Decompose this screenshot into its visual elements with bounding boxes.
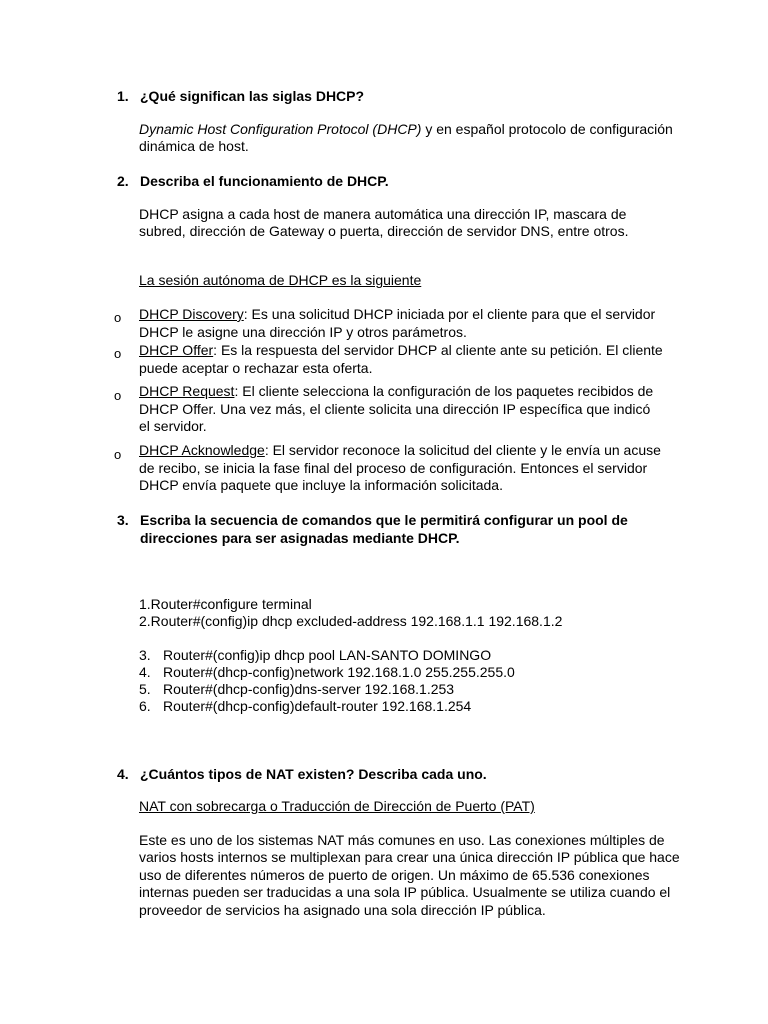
command-line-2: 2.Router#(config)ip dhcp excluded-address 192.168.1.1 192.168.1.2 <box>139 613 563 629</box>
question-3-title: Escriba la secuencia de comandos que le permitirá configurar un pool de direcciones para ser asignadas mediante DHCP. <box>140 512 628 546</box>
nat-subheading: NAT con sobrecarga o Traducción de Dirección de Puerto (PAT) <box>139 798 535 814</box>
question-4-title: ¿Cuántos tipos de NAT existen? Describa cada uno. <box>140 766 487 782</box>
list-item-dhcp-request <box>139 383 659 436</box>
question-1-title: ¿Qué significan las siglas DHCP? <box>140 88 365 104</box>
term-dhcp-request: DHCP Request <box>139 383 235 399</box>
question-2-title: Describa el funcionamiento de DHCP. <box>140 173 389 189</box>
command-line-5 <box>139 681 454 698</box>
session-heading: La sesión autónoma de DHCP es la siguiente <box>139 272 422 288</box>
command-number: 3. <box>139 647 151 663</box>
bullet-marker: o <box>114 346 122 361</box>
command-text: Router#(dhcp-config)default-router 192.168.1.254 <box>163 698 472 714</box>
term-dhcp-acknowledge: DHCP Acknowledge <box>139 442 265 458</box>
desc-dhcp-request: : El cliente selecciona la configuración de los paquetes recibidos de DHCP Offer. Una vez más, el cliente solicita una dirección IP específica que indicó el servidor. <box>139 383 654 435</box>
bullet-marker: o <box>114 388 122 403</box>
command-text: Router#(dhcp-config)network 192.168.1.0 255.255.255.0 <box>163 664 515 680</box>
term-dhcp-offer: DHCP Offer <box>139 342 214 358</box>
question-1-number: 1. <box>117 88 129 104</box>
dhcp-full-name: Dynamic Host Configuration Protocol (DHCP) <box>139 121 422 137</box>
bullet-marker: o <box>114 310 122 325</box>
command-line-3 <box>139 647 491 664</box>
command-number: 4. <box>139 664 151 680</box>
question-1-answer-rest: y en español protocolo de configuración dinámica de host. <box>139 121 673 155</box>
question-4-paragraph: Este es uno de los sistemas NAT más comunes en uso. Las conexiones múltiples de varios hosts internos se multiplexan para crear una única dirección IP pública que hace uso de diferentes números de puerto de origen. Un máximo de 65.536 conexiones internas pueden ser traducidas a una sola IP pública. Usualmente se utiliza cuando el proveedor de servicios ha asignado una sola dirección IP pública. <box>139 832 680 918</box>
desc-dhcp-offer: : Es la respuesta del servidor DHCP al cliente ante su petición. El cliente puede aceptar o rechazar esta oferta. <box>139 342 663 376</box>
term-dhcp-discovery: DHCP Discovery <box>139 306 244 322</box>
command-text: Router#(dhcp-config)dns-server 192.168.1.253 <box>163 681 455 697</box>
command-number: 5. <box>139 681 151 697</box>
desc-dhcp-acknowledge: : El servidor reconoce la solicitud del cliente y le envía un acuse de recibo, se inicia la fase final del proceso de configuración. Entonces el servidor DHCP envía paquete que incluye la información solicitada. <box>139 442 661 494</box>
command-line-1: 1.Router#configure terminal <box>139 596 312 612</box>
list-item-dhcp-acknowledge <box>139 442 679 495</box>
question-2-paragraph: DHCP asigna a cada host de manera automática una dirección IP, mascara de subred, dirección de Gateway o puerta, dirección de servidor DNS, entre otros. <box>139 206 629 240</box>
question-2-number: 2. <box>117 173 129 189</box>
desc-dhcp-discovery: : Es una solicitud DHCP iniciada por el cliente para que el servidor DHCP le asigne una dirección IP y otros parámetros. <box>139 306 656 340</box>
command-text: Router#(config)ip dhcp pool LAN-SANTO DOMINGO <box>163 647 492 663</box>
command-number: 6. <box>139 698 151 714</box>
question-1-answer <box>139 121 679 156</box>
question-3-number: 3. <box>117 512 129 528</box>
list-item-dhcp-discovery <box>139 306 669 341</box>
list-item-dhcp-offer <box>139 342 674 377</box>
command-line-6 <box>139 698 471 715</box>
question-4-number: 4. <box>117 766 129 782</box>
bullet-marker: o <box>114 447 122 462</box>
command-line-4 <box>139 664 515 681</box>
